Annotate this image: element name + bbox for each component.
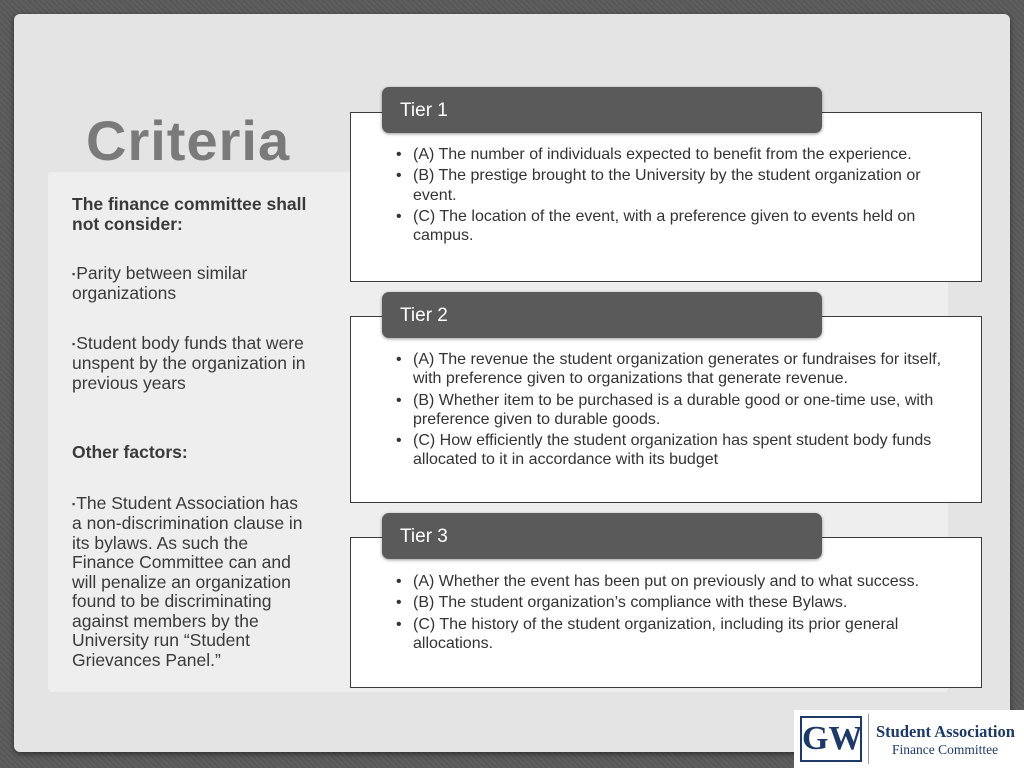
tier-3-item: • (A) Whether the event has been put on previously and to what success.	[351, 572, 981, 591]
tier-2-list	[351, 350, 981, 472]
other-factor-item	[72, 494, 308, 670]
tier-2-item: • (A) The revenue the student organization generates or fundraises for itself, with preference given to organizations that generate revenue.	[351, 350, 981, 389]
slide-title: Criteria	[86, 109, 291, 172]
tier-1-list	[351, 145, 981, 247]
logo-org-name: Student Association	[876, 722, 1015, 741]
tier-3-tab: Tier 3	[382, 513, 822, 559]
tier-3-box	[350, 537, 982, 688]
logo-committee-name: Finance Committee	[892, 742, 999, 757]
not-consider-heading: The finance committee shall not consider:	[72, 194, 307, 234]
bullet-icon: ▪	[72, 338, 76, 349]
other-factors-heading: Other factors:	[72, 442, 188, 462]
not-consider-item	[72, 264, 308, 304]
student-association-logo	[794, 710, 1024, 768]
tier-2-item: • (B) Whether item to be purchased is a durable good or one-time use, with preference given to durable goods.	[351, 391, 981, 430]
logo-divider	[868, 714, 869, 764]
not-consider-item-text: Student body funds that were unspent by the organization in previous years	[72, 333, 306, 393]
bullet-icon: ▪	[72, 268, 76, 279]
bullet-icon: ▪	[72, 498, 76, 509]
tier-2-item: • (C) How efficiently the student organization has spent student body funds allocated to it in accordance with its budget	[351, 431, 981, 470]
not-consider-item	[72, 334, 308, 393]
tier-2-box	[350, 316, 982, 503]
tier-3-list	[351, 572, 981, 655]
tier-1-box	[350, 112, 982, 282]
gw-logo-mark: GW	[800, 716, 862, 762]
tier-3-item: • (B) The student organization’s compliance with these Bylaws.	[351, 593, 981, 612]
tier-1-item: • (B) The prestige brought to the University by the student organization or event.	[351, 166, 981, 205]
tier-2-tab: Tier 2	[382, 292, 822, 338]
other-factor-item-text: The Student Association has a non-discrimination clause in its bylaws. As such the Finance Committee can and will penalize an organization found to be discriminating against members by the University run “Student Grievances Panel.”	[72, 493, 303, 670]
not-consider-item-text: Parity between similar organizations	[72, 263, 248, 304]
tier-1-item: • (A) The number of individuals expected to benefit from the experience.	[351, 145, 981, 164]
tier-1-item: • (C) The location of the event, with a preference given to events held on campus.	[351, 207, 981, 246]
tier-1-tab: Tier 1	[382, 87, 822, 133]
tier-3-item: • (C) The history of the student organization, including its prior general allocations.	[351, 615, 981, 654]
